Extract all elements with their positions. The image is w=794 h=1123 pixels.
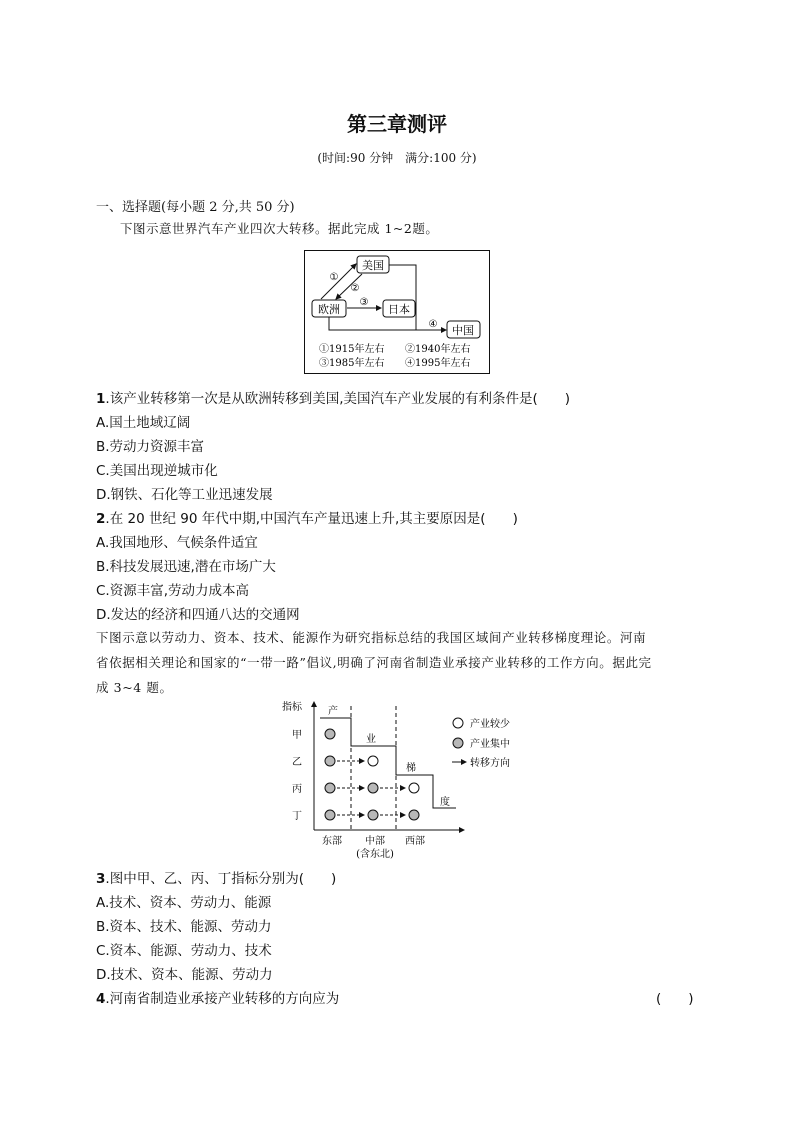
question-2: 2.在 20 世纪 90 年代中期,中国汽车产量迅速上升,其主要原因是( ): [96, 511, 518, 527]
q4-answer-paren[interactable]: ( ): [656, 991, 694, 1007]
y-cat-bing: 丙: [292, 784, 302, 795]
q2-option-c[interactable]: C.资源丰富,劳动力成本高: [96, 583, 250, 599]
step-label-ye: 业: [366, 734, 376, 745]
legend-concentrated: 产业集中: [470, 739, 510, 750]
step-label-chan: 产: [328, 706, 338, 717]
legend-1: ①1915年左右: [319, 344, 385, 355]
step-label-ti: 梯: [406, 763, 416, 774]
central-yi-few: [368, 756, 378, 766]
x-cat-west: 西部: [405, 836, 425, 847]
q3-option-d[interactable]: D.技术、资本、能源、劳动力: [96, 967, 273, 983]
node-europe: 欧洲: [318, 303, 340, 316]
q1-option-b[interactable]: B.劳动力资源丰富: [96, 439, 205, 455]
intro-line-2: 省依据相关理论和国家的“一带一路”倡议,明确了河南省制造业承接产业转移的工作方向。据此完: [96, 655, 652, 670]
y-cat-ding: 丁: [292, 811, 302, 822]
q2-option-d[interactable]: D.发达的经济和四通八达的交通网: [96, 607, 300, 623]
legend-few: 产业较少: [470, 719, 510, 730]
legend-4: ④1995年左右: [405, 358, 471, 369]
step-label-du: 度: [440, 797, 450, 808]
auto-transfer-diagram: [304, 250, 490, 374]
arrow-label-2: ②: [350, 283, 360, 294]
central-ding-concentrated: [368, 810, 378, 820]
east-yi-concentrated: [325, 756, 335, 766]
legend-concentrated-marker: [453, 738, 463, 748]
intro-line-3: 成 3~4 题。: [96, 680, 173, 695]
legend-transfer: 转移方向: [470, 758, 510, 769]
legend-2: ②1940年左右: [405, 344, 471, 355]
arrow-label-4: ④: [428, 319, 438, 330]
question-4: 4.河南省制造业承接产业转移的方向应为: [96, 991, 340, 1007]
industry-gradient-diagram: [278, 698, 530, 864]
q3-option-c[interactable]: C.资本、能源、劳动力、技术: [96, 943, 272, 959]
page-subtitle: (时间:90 分钟 满分:100 分): [317, 151, 477, 165]
east-ding-concentrated: [325, 810, 335, 820]
diagram2-intro: [96, 625, 700, 700]
node-japan: 日本: [388, 303, 410, 316]
q1-option-a[interactable]: A.国土地域辽阔: [96, 415, 191, 431]
west-ding-concentrated: [409, 810, 419, 820]
q3-option-a[interactable]: A.技术、资本、劳动力、能源: [96, 895, 272, 911]
y-cat-jia: 甲: [292, 730, 302, 741]
q3-option-b[interactable]: B.资本、技术、能源、劳动力: [96, 919, 272, 935]
node-usa: 美国: [362, 259, 384, 272]
y-cat-yi: 乙: [292, 757, 302, 768]
east-jia-concentrated: [325, 729, 335, 739]
legend-3: ③1985年左右: [319, 358, 385, 369]
q1-option-c[interactable]: C.美国出现逆城市化: [96, 463, 218, 479]
node-china: 中国: [452, 324, 474, 337]
arrow-label-1: ①: [329, 272, 339, 283]
west-bing-few: [409, 783, 419, 793]
arrow-label-3: ③: [359, 297, 369, 308]
y-axis-label: 指标: [282, 702, 302, 713]
section-heading: 一、选择题(每小题 2 分,共 50 分): [96, 200, 295, 215]
question-1: 1.该产业转移第一次是从欧洲转移到美国,美国汽车产业发展的有利条件是( ): [96, 391, 571, 407]
gradient-step-line: [320, 718, 456, 808]
x-cat-central-sub: (含东北): [356, 849, 394, 860]
diagram1-intro: 下图示意世界汽车产业四次大转移。据此完成 1~2题。: [120, 221, 439, 236]
central-bing-concentrated: [368, 783, 378, 793]
page-title: 第三章测评: [347, 112, 447, 136]
q1-option-d[interactable]: D.钢铁、石化等工业迅速发展: [96, 487, 273, 503]
x-cat-east: 东部: [322, 836, 342, 847]
east-bing-concentrated: [325, 783, 335, 793]
question-3: 3.图中甲、乙、丙、丁指标分别为( ): [96, 871, 337, 887]
x-cat-central: 中部: [365, 836, 385, 847]
intro-line-1: 下图示意以劳动力、资本、技术、能源作为研究指标总结的我国区域间产业转移梯度理论。河南: [96, 630, 647, 645]
q2-option-a[interactable]: A.我国地形、气候条件适宜: [96, 535, 258, 551]
legend-few-marker: [453, 718, 463, 728]
q2-option-b[interactable]: B.科技发展迅速,潜在市场广大: [96, 559, 276, 575]
